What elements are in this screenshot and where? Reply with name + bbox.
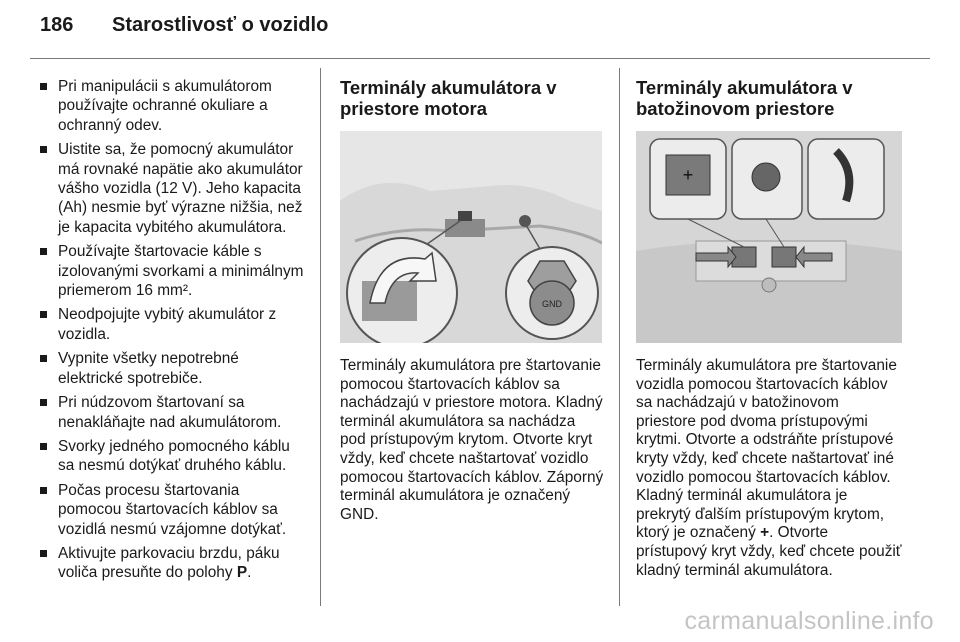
engine-bay-battery-illustration <box>340 131 602 343</box>
list-item: Vypnite všetky nepotrebné elektrické spotrebiče. <box>38 349 306 388</box>
trunk-paragraph: Terminály akumulátora pre štartovanie vozidla pomocou štartovacích káblov sa nachádzajú v batožinovom priestore pod dvoma prístupovými krytmi. Otvorte a odstráňte prístupové kryty vždy, keď chcete naštartovať iné vozidlo pomocou štartovacích káblov. Kladný terminál akumulátora je prekrytý ďalším prístupovým krytom, ktorý je označený +. Otvorte prístupový kryt vždy, keď chcete použiť kladný terminál akumulátora. <box>636 357 902 579</box>
list-item: Používajte štartovacie káble s izolovanými svorkami a minimálnym priemerom 16 mm². <box>38 242 306 300</box>
middle-column <box>340 77 604 524</box>
list-item: Aktivujte parkovaciu brzdu, páku voliča presuňte do polohy P. <box>38 544 306 583</box>
left-column <box>38 77 306 588</box>
header-rule <box>30 58 930 59</box>
list-item: Počas procesu štartovania pomocou štartovacích káblov sa vozidlá nesmú vzájomne dotýkať. <box>38 481 306 539</box>
gnd-label: GND <box>542 299 562 309</box>
trunk-terminals-title: Terminály akumulátora v batožinovom priestore <box>636 77 853 119</box>
list-item: Pri manipulácii s akumulátorom používajte ochranné okuliare a ochranný odev. <box>38 77 306 135</box>
column-divider-1 <box>320 68 321 606</box>
bullet-list <box>38 77 306 583</box>
engine-bay-paragraph: Terminály akumulátora pre štartovanie pomocou štartovacích káblov sa nachádzajú v priestore motora. Kladný terminál akumulátora sa nachádza pod prístupovým krytom. Otvorte kryt vždy, keď chcete naštartovať vozidlo pomocou štartovacích káblov. Záporný terminál akumulátora je označený GND. <box>340 357 604 523</box>
plus-symbol-figure: + <box>682 165 694 185</box>
list-item: Svorky jedného pomocného káblu sa nesmú dotýkať druhého káblu. <box>38 437 306 476</box>
gear-position-p: P <box>236 564 248 582</box>
page-header <box>40 14 328 37</box>
right-column <box>636 77 902 580</box>
page-number: 186 <box>40 14 74 36</box>
engine-bay-terminals-title: Terminály akumulátora v priestore motora <box>340 77 557 119</box>
watermark: carmanualsonline.info <box>684 607 934 635</box>
list-item: Pri núdzovom štartovaní sa nenakláňajte nad akumulátorom. <box>38 393 306 432</box>
list-item: Uistite sa, že pomocný akumulátor má rovnaké napätie ako akumulátor vášho vozidla (12 V). Jeho kapacita (Ah) nesmie byť výrazne nižšia, než je kapacita vybitého akumulátora. <box>38 140 306 237</box>
trunk-battery-illustration <box>636 131 902 343</box>
list-item: Neodpojujte vybitý akumulátor z vozidla. <box>38 305 306 344</box>
page-title: Starostlivosť o vozidlo <box>112 14 329 36</box>
plus-symbol: + <box>760 524 770 542</box>
column-divider-2 <box>619 68 620 606</box>
